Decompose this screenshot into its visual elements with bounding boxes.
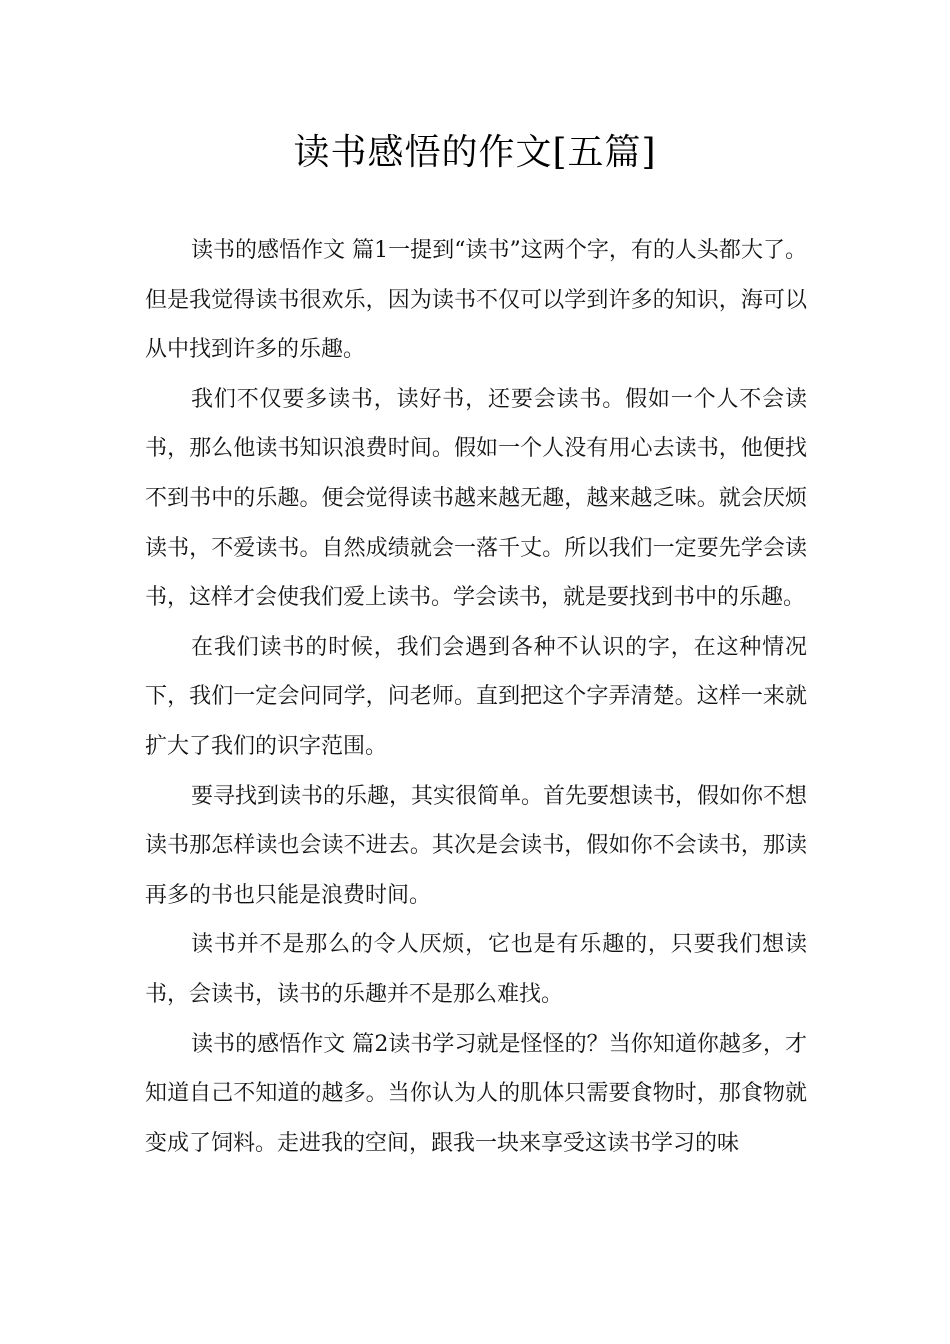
paragraph: 读书的感悟作文 篇1一提到“读书”这两个字，有的人头都大了。但是我觉得读书很欢乐，因为读书不仅可以学到许多的知识，海可以从中找到许多的乐趣。: [145, 238, 807, 363]
paragraph: 要寻找到读书的乐趣，其实很简单。首先要想读书，假如你不想读书那怎样读也会读不进去。其次是会读书，假如你不会读书，那读再多的书也只能是浪费时间。: [145, 783, 808, 908]
paragraph: 读书的感悟作文 篇2读书学习就是怪怪的？当你知道你越多，才知道自己不知道的越多。当你认为人的肌体只需要食物时，那食物就变成了饲料。走进我的空间，跟我一块来享受这读书学习的味: [145, 1031, 807, 1156]
paragraph: 我们不仅要多读书，读好书，还要会读书。假如一个人不会读书，那么他读书知识浪费时间。假如一个人没有用心去读书，他便找不到书中的乐趣。便会觉得读书越来越无趣，越来越乏味。就会厌烦读书，不爱读书。自然成绩就会一落千丈。所以我们一定要先学会读书，这样才会使我们爱上读书。学会读书，就是要找到书中的乐趣。: [145, 386, 807, 611]
paragraph: 读书并不是那么的令人厌烦，它也是有乐趣的，只要我们想读书，会读书，读书的乐趣并不是那么难找。: [145, 932, 807, 1007]
paragraph: 在我们读书的时候，我们会遇到各种不认识的字，在这种情况下，我们一定会问同学，问老师。直到把这个字弄清楚。这样一来就扩大了我们的识字范围。: [145, 634, 807, 759]
page-title: 读书感悟的作文[五篇]: [293, 132, 657, 173]
document-body: [145, 226, 807, 1168]
